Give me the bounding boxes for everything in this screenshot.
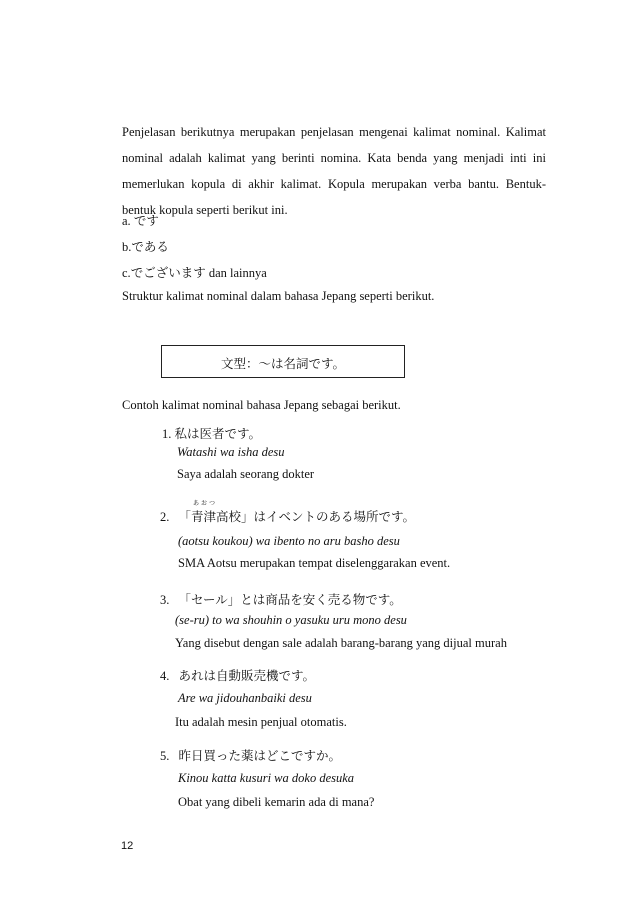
example-2-meaning: SMA Aotsu merupakan tempat diselenggarakan event. [178,556,451,570]
example-2-number: 2. [160,510,170,524]
list-item-c-jp: でございます [130,265,206,280]
list-item-b-jp: である [131,239,169,254]
intro-paragraph: Penjelasan berikutnya merupakan penjelasan mengenai kalimat nominal. Kalimat nominal adalah kalimat yang berinti nomina. Kata benda yang menjadi inti ini memerlukan kopula di akhir kalimat. Kopula merupakan verba bantu. Bentuk-bentuk kopula seperti berikut ini. [122,125,546,217]
example-2-romaji: (aotsu koukou) wa ibento no aru basho desu [178,534,400,548]
example-4-meaning: Itu adalah mesin penjual otomatis. [175,715,347,729]
example-4-romaji: Are wa jidouhanbaiki desu [178,691,312,705]
example-1-romaji: Watashi wa isha desu [177,445,285,459]
examples-intro: Contoh kalimat nominal bahasa Jepang sebagai berikut. [122,398,401,412]
example-3-sentence [160,590,402,608]
example-5-number: 5. [160,749,170,763]
example-1-number: 1. [162,427,175,441]
list-item-c-suffix: dan lainnya [205,266,267,280]
structure-line: Struktur kalimat nominal dalam bahasa Jepang seperti berikut. [122,289,435,303]
example-5-sentence [160,746,341,764]
example-2-jp: 「青津高校」はイベントのある場所です。 [178,509,416,524]
example-3-number: 3. [160,593,170,607]
example-1-meaning: Saya adalah seorang dokter [177,467,315,481]
list-item-a-jp: です [133,213,159,228]
example-4-jp: あれは自動販売機です。 [178,668,316,683]
pattern-box-text: 文型：～は名詞です。 [220,356,345,371]
example-4-number: 4. [160,669,170,683]
list-item-c-prefix: c. [122,266,131,280]
list-item-b [122,237,169,255]
example-5-romaji: Kinou katta kusuri wa doko desuka [178,771,355,785]
example-4-sentence [160,666,315,684]
page-number: 12 [121,840,134,852]
example-5-jp: 昨日買った薬はどこですか。 [178,748,342,763]
example-1-jp: 私は医者です。 [174,426,262,441]
example-2-ruby: あおつ [193,500,217,507]
list-item-c [122,263,267,281]
example-3-jp: 「セール」とは商品を安く売る物です。 [178,592,402,607]
pattern-box [161,345,405,378]
list-item-a [122,211,159,229]
list-item-b-prefix: b. [122,240,132,254]
example-5-meaning: Obat yang dibeli kemarin ada di mana? [178,795,375,809]
example-1-sentence [162,424,261,442]
list-item-a-prefix: a. [122,214,134,228]
example-2-sentence [160,507,415,525]
example-3-romaji: (se-ru) to wa shouhin o yasuku uru mono desu [175,613,407,627]
example-3-meaning: Yang disebut dengan sale adalah barang-barang yang dijual murah [175,636,507,650]
